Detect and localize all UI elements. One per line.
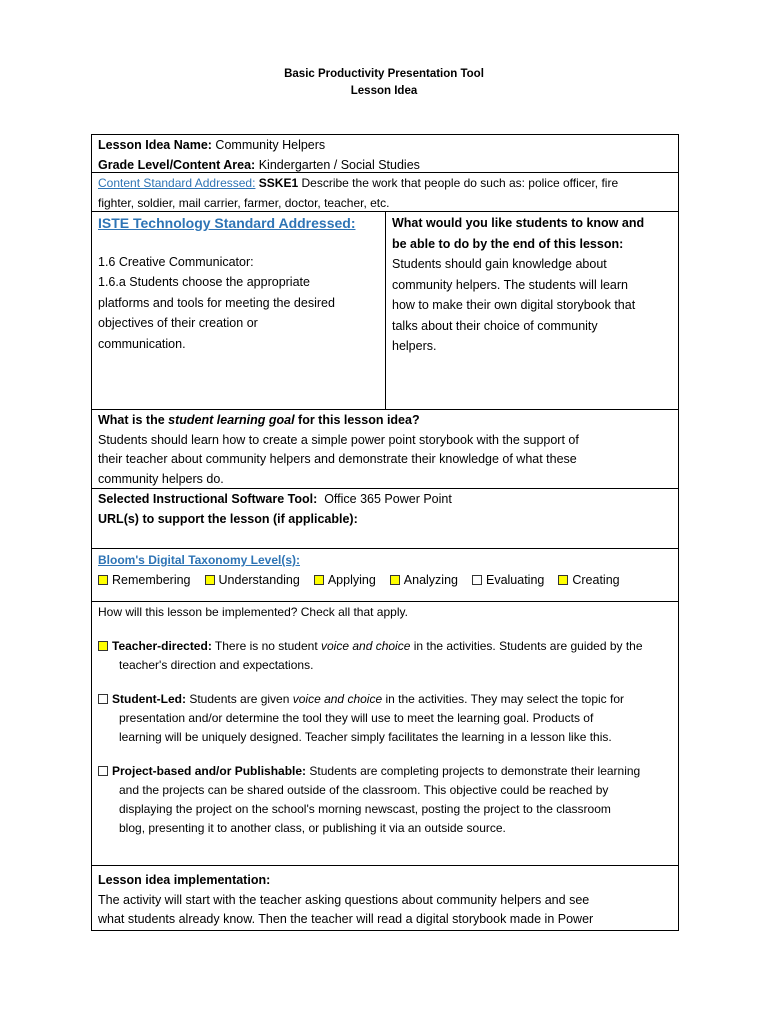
goal-q-pre: What is the [98, 413, 169, 427]
teacher-text-italic: voice and choice [321, 639, 411, 653]
blooms-level-label: Remembering [112, 572, 191, 587]
goal-q-italic: student learning goal [168, 413, 295, 427]
blooms-row [92, 549, 678, 602]
teacher-text: There is no student [211, 639, 321, 653]
know-line: helpers. [392, 339, 437, 353]
grade-label: Grade Level/Content Area: [98, 157, 256, 172]
goal-line: community helpers do. [98, 471, 224, 486]
project-text: Students are completing projects to demonstrate their learning [306, 764, 641, 778]
lesson-implementation-row [92, 866, 678, 931]
teacher-directed-label: Teacher-directed: [112, 639, 212, 653]
project-text: displaying the project on the school's morning newscast, posting the project to the classroom [119, 802, 611, 816]
know-question-2: be able to do by the end of this lesson: [392, 236, 624, 251]
software-row [92, 489, 678, 549]
goal-line: their teacher about community helpers and demonstrate their knowledge of what these [98, 452, 577, 466]
student-text-italic: voice and choice [292, 692, 383, 706]
student-text: in the activities. They may select the topic for [382, 692, 625, 706]
checkbox-icon[interactable] [98, 641, 108, 651]
document-header [0, 66, 768, 100]
blooms-level-remembering[interactable] [98, 571, 191, 590]
lesson-impl-line: what students already know. Then the teacher will read a digital storybook made in Power [98, 912, 594, 926]
option-student-led [98, 690, 672, 747]
teacher-text: teacher's direction and expectations. [119, 658, 314, 672]
lesson-name-value: Community Helpers [215, 138, 326, 152]
lesson-table [91, 134, 679, 931]
student-text: learning will be uniquely designed. Teacher simply facilitates the learning in a lesson like this. [119, 730, 612, 744]
know-line: community helpers. The students will learn [392, 277, 628, 292]
checkbox-icon[interactable] [314, 575, 324, 585]
blooms-levels [98, 571, 672, 590]
checkbox-icon[interactable] [205, 575, 215, 585]
blooms-level-understanding[interactable] [205, 571, 300, 590]
know-question-1: What would you like students to know and [392, 216, 645, 230]
iste-title: ISTE Technology Standard Addressed: [98, 215, 356, 231]
content-standard-text-1: Describe the work that people do such as: police officer, fire [301, 176, 619, 190]
know-line: Students should gain knowledge about [392, 257, 607, 271]
learning-goal-row [92, 410, 678, 489]
student-text: Students are given [186, 692, 293, 706]
grade-value: Kindergarten / Social Studies [258, 157, 420, 172]
checkbox-icon[interactable] [558, 575, 568, 585]
checkbox-icon[interactable] [390, 575, 400, 585]
software-value: Office 365 Power Point [324, 492, 452, 506]
content-standard-text-2: fighter, soldier, mail carrier, farmer, doctor, teacher, etc. [98, 195, 390, 210]
standards-split-row [92, 212, 678, 410]
lesson-impl-label: Lesson idea implementation: [98, 873, 271, 887]
document-subtitle: Lesson Idea [350, 85, 418, 97]
learning-goal-question [98, 411, 672, 431]
implementation-row [92, 602, 678, 866]
content-standard-row [92, 173, 678, 212]
iste-line: objectives of their creation or [98, 316, 258, 330]
checkbox-icon[interactable] [98, 694, 108, 704]
lesson-name-row [92, 135, 678, 173]
blooms-level-analyzing[interactable] [390, 571, 458, 590]
iste-line: 1.6.a Students choose the appropriate [98, 275, 310, 289]
blooms-level-label: Analyzing [403, 572, 458, 587]
know-line: how to make their own digital storybook that [392, 298, 636, 312]
goal-q-post: for this lesson idea? [294, 413, 420, 427]
blooms-level-creating[interactable] [558, 571, 619, 590]
option-teacher-directed [98, 637, 672, 675]
student-text: presentation and/or determine the tool they will use to meet the learning goal. Products of [119, 711, 594, 725]
project-text: and the projects can be shared outside of the classroom. This objective could be reached by [119, 783, 609, 797]
iste-line: 1.6 Creative Communicator: [98, 254, 254, 269]
blooms-level-label: Understanding [218, 572, 300, 587]
iste-line: platforms and tools for meeting the desired [98, 295, 335, 310]
document-title: Basic Productivity Presentation Tool [284, 68, 484, 80]
content-standard-label: Content Standard Addressed: [98, 176, 256, 190]
lesson-name-label: Lesson Idea Name: [98, 138, 212, 152]
checkbox-icon[interactable] [98, 766, 108, 776]
lesson-impl-line: The activity will start with the teacher asking questions about community helpers and see [98, 892, 590, 907]
blooms-level-label: Creating [572, 572, 620, 587]
blooms-label: Bloom's Digital Taxonomy Level(s): [98, 553, 300, 567]
teacher-text: in the activities. Students are guided by the [410, 639, 643, 653]
implementation-question: How will this lesson be implemented? Check all that apply. [98, 605, 408, 619]
blooms-level-label: Applying [327, 572, 376, 587]
iste-cell [92, 212, 386, 409]
blooms-level-applying[interactable] [314, 571, 376, 590]
blooms-level-label: Evaluating [485, 572, 545, 587]
software-label: Selected Instructional Software Tool: [98, 492, 318, 506]
blooms-level-evaluating[interactable] [472, 571, 544, 590]
know-cell [386, 212, 678, 409]
project-based-label: Project-based and/or Publishable: [112, 764, 307, 778]
iste-line: communication. [98, 336, 186, 351]
checkbox-icon[interactable] [472, 575, 482, 585]
project-text: blog, presenting it to another class, or publishing it via an outside source. [119, 821, 506, 835]
student-led-label: Student-Led: [112, 692, 186, 706]
url-label: URL(s) to support the lesson (if applicable): [98, 511, 358, 526]
content-standard-code: SSKE1 [258, 176, 299, 190]
goal-line: Students should learn how to create a simple power point storybook with the support of [98, 432, 579, 447]
know-line: talks about their choice of community [392, 318, 598, 333]
checkbox-icon[interactable] [98, 575, 108, 585]
option-project-based [98, 762, 672, 838]
